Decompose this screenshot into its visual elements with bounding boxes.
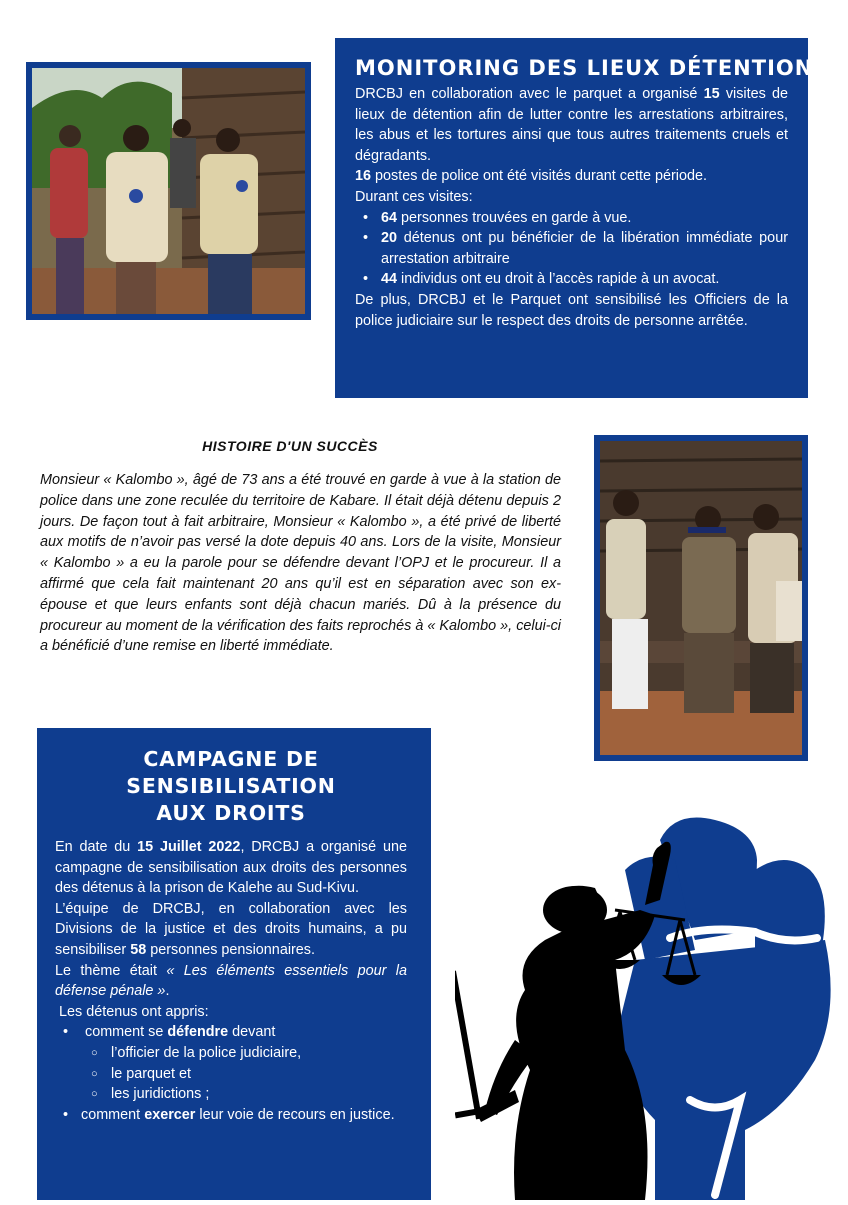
monitoring-section <box>335 38 814 398</box>
monitoring-bullet-list <box>355 208 788 290</box>
raised-fist-lady-justice-image <box>455 810 835 1200</box>
list-item: • 64 personnes trouvées en garde à vue. <box>381 208 788 229</box>
campagne-paragraph-3: Le thème était « Les éléments essentiels pour la défense pénale ». <box>55 962 407 1000</box>
story-title: HISTOIRE D'UN SUCCÈS <box>202 438 378 454</box>
campagne-title-line-1: CAMPAGNE DE SENSIBILISATION <box>126 747 336 798</box>
monitoring-paragraph-1: DRCBJ en collaboration avec le parquet a organisé 15 visites de lieux de détention afin de lutter contre les arrestations arbitraires, les abus et les tortures ainsi que tous autres traitements cruels et dégradants. <box>355 86 788 164</box>
campagne-title <box>55 746 407 827</box>
monitoring-title: MONITORING DES LIEUX DÉTENTION <box>355 56 814 80</box>
detainee-meeting-photo <box>594 435 808 761</box>
list-item: • comment se défendre devant ○ l’officier de la police judiciaire, ○ le parquet et ○ les juridictions ; <box>81 1022 407 1104</box>
list-item: • 44 individus ont eu droit à l’accès rapide à un avocat. <box>381 269 788 290</box>
list-item: • 20 détenus ont pu bénéficier de la libération immédiate pour arrestation arbitraire <box>381 228 788 269</box>
campagne-sub-list <box>85 1043 407 1105</box>
field-visit-photo-image <box>32 68 305 314</box>
story-body: Monsieur « Kalombo », âgé de 73 ans a été trouvé en garde à vue à la station de police dans une zone reculée du territoire de Kabare. Il était déjà détenu depuis 2 jours. De façon tout à fait arbitraire, Monsieur « Kalombo », a été privé de liberté aux motifs de n’avoir pas versé la dote depuis 40 ans. Lors de la visite, Monsieur « Kalombo » a eu la parole pour se défendre devant l’OPJ et le procureur. Il a affirmé que cela fait maintenant 20 ans qu’il est en séparation avec son ex-épouse et que leurs enfants sont déjà chacun mariés. Dû à la présence du procureur au moment de la vérification des faits reprochés à « Kalombo », celui-ci a bénéficié d’une remise en liberté immédiate. <box>40 472 561 655</box>
campagne-title-line-2: AUX DROITS <box>156 801 306 825</box>
list-item: ○ le parquet et <box>111 1064 407 1085</box>
list-item: ○ les juridictions ; <box>111 1084 407 1105</box>
monitoring-paragraph-2: 16 postes de police ont été visités durant cette période. <box>355 168 708 185</box>
campagne-paragraph-2: L’équipe de DRCBJ, en collaboration avec les Divisions de la justice et des droits humains, a pu sensibiliser 58 personnes pensionnaires. <box>55 900 407 958</box>
field-visit-photo <box>26 62 311 320</box>
list-item: • comment exercer leur voie de recours en justice. <box>81 1105 407 1126</box>
campagne-section <box>37 728 431 1200</box>
list-item: ○ l’officier de la police judiciaire, <box>111 1043 407 1064</box>
campagne-paragraph-4: Les détenus ont appris: <box>55 1003 209 1020</box>
campagne-paragraph-1: En date du 15 Juillet 2022, DRCBJ a organisé une campagne de sensibilisation aux droits des personnes des détenus à la prison de Kalehe au Sud-Kivu. <box>55 839 407 897</box>
campagne-bullet-list <box>55 1022 407 1125</box>
raised-fist-lady-justice-icon <box>455 810 835 1205</box>
monitoring-paragraph-3: Durant ces visites: <box>355 188 473 205</box>
detainee-meeting-photo-image <box>600 441 802 755</box>
monitoring-paragraph-4: De plus, DRCBJ et le Parquet ont sensibilisé les Officiers de la police judiciaire sur le respect des droits de personne arrêtée. <box>355 291 788 329</box>
